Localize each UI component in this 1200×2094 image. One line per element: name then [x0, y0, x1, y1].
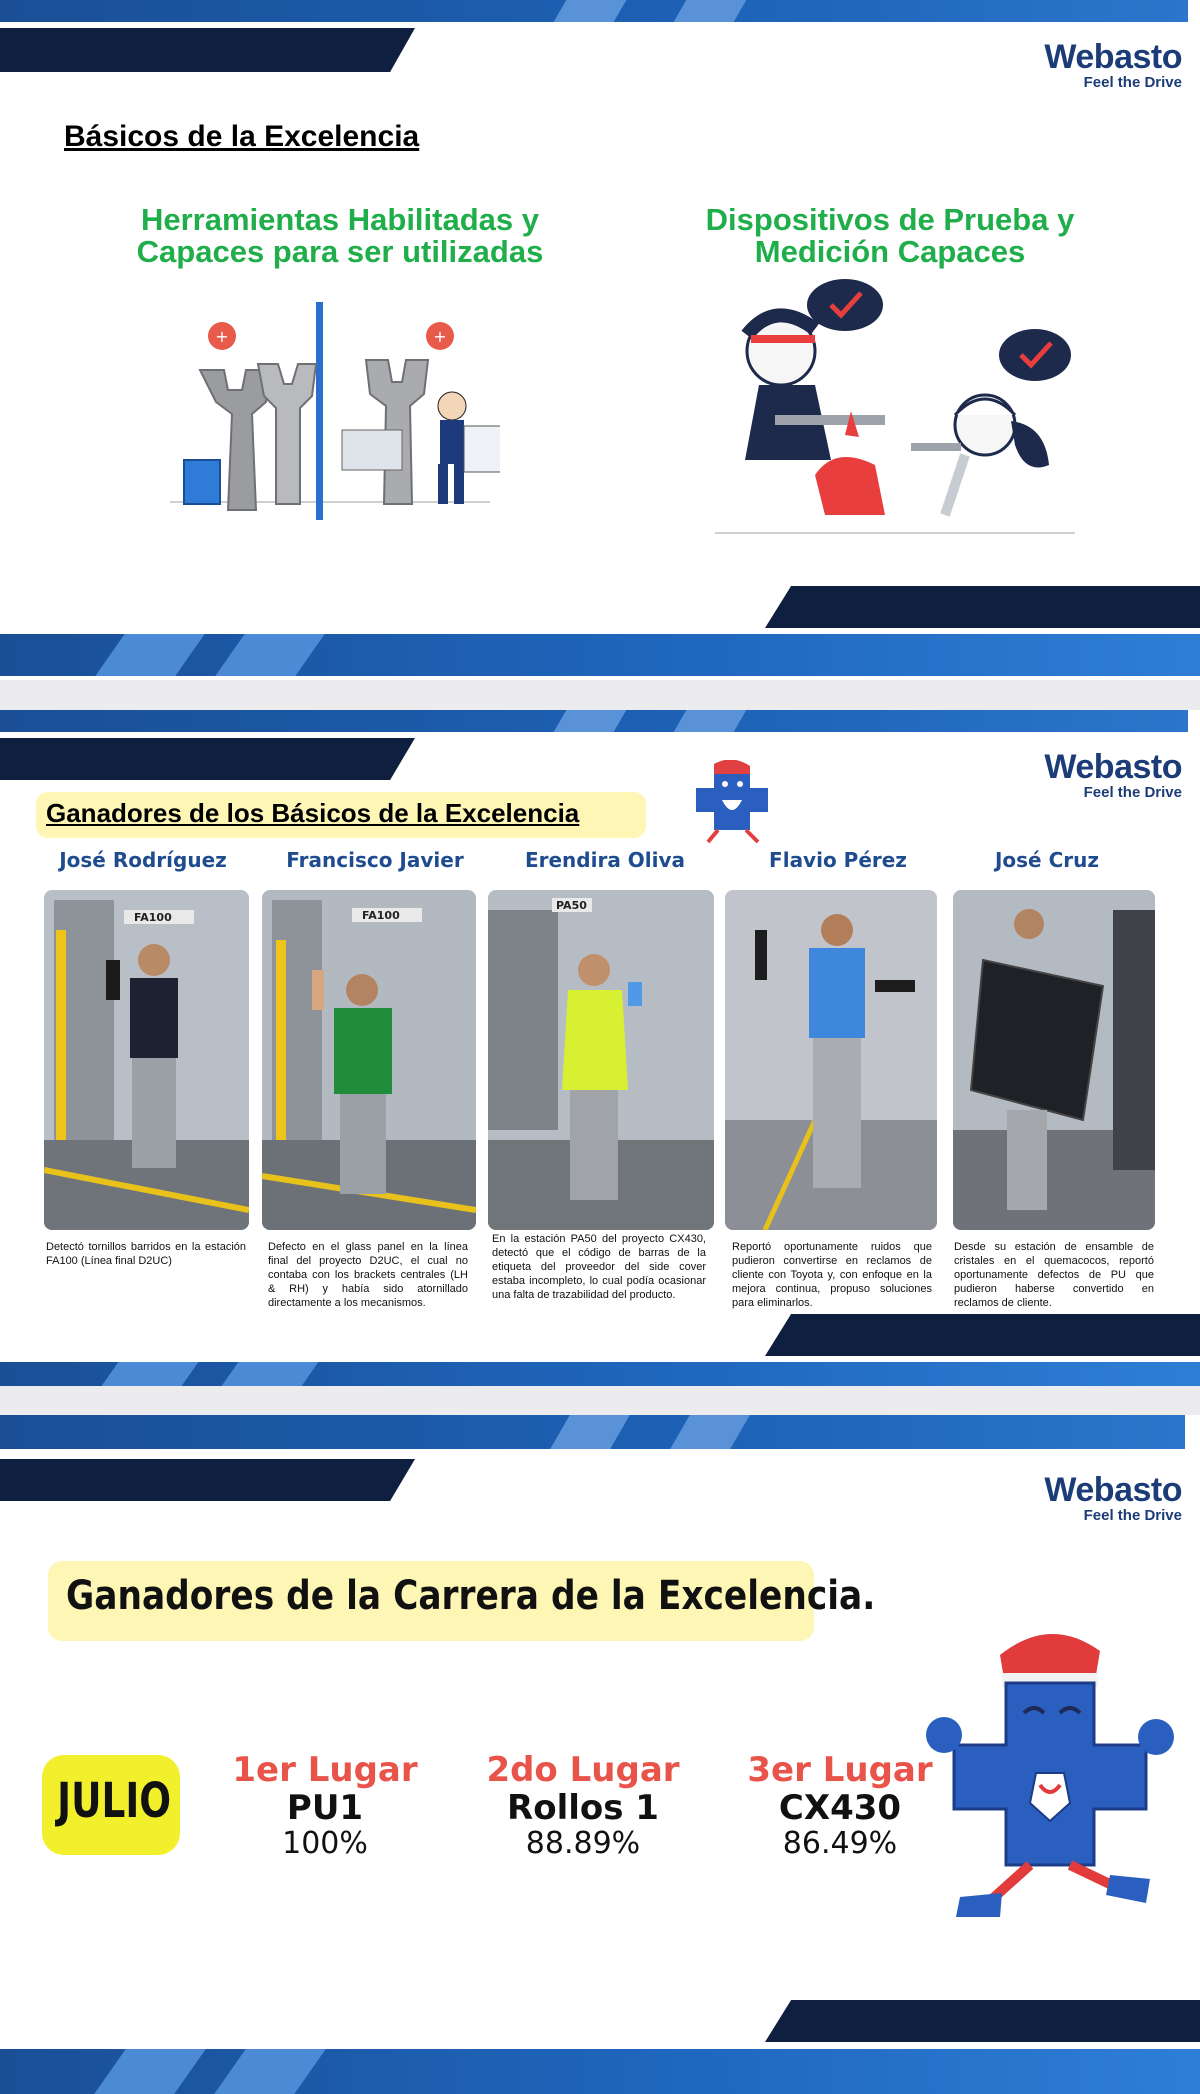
team-score: 88.89%: [525, 1826, 641, 1861]
place-label: 1er Lugar: [232, 1750, 418, 1790]
webasto-logo: Webasto Feel the Drive: [1044, 1471, 1182, 1524]
mascot-runner-icon: [920, 1625, 1180, 1925]
slide-carrera: [0, 1415, 1200, 2094]
winner-photo: [44, 890, 249, 1230]
winner-photo: [725, 890, 937, 1230]
webasto-logo: Webasto Feel the Drive: [1044, 748, 1182, 801]
second-place: [468, 1750, 698, 1862]
winner-name: Erendira Oliva: [524, 848, 686, 872]
first-place: [210, 1750, 440, 1862]
slide-title: Básicos de la Excelencia: [64, 120, 420, 153]
top-blue-bar: [0, 0, 1188, 22]
svg-text:+: +: [215, 327, 229, 346]
blue-footer-bar: [0, 634, 1200, 676]
winner-photo: [262, 890, 476, 1230]
devices-heading: Dispositivos de Prueba y Medición Capaces: [705, 202, 1075, 269]
winner-description: Reportó oportunamente ruidos que pudieron convertirse en reclamos de cliente con Toyota y, con enfoque en la mejora continua, propuso soluciones para eliminarlos.: [732, 1241, 932, 1309]
team-name: Rollos 1: [507, 1788, 659, 1828]
winner-description: Desde su estación de ensamble de cristales en el quemacocos, reportó oportunamente defectos de PU que pudieron haberse convertido en reclamos de cliente.: [954, 1241, 1154, 1309]
winner-photo: [953, 890, 1155, 1230]
svg-text:+: +: [433, 327, 447, 346]
month-label: JULIO: [57, 1773, 172, 1829]
blue-footer-bar: [0, 2049, 1200, 2094]
winner-name: José Rodríguez: [59, 848, 227, 872]
navy-footer-band: [765, 1314, 1200, 1356]
navy-header-band: [0, 738, 415, 780]
webasto-logo: Webasto Feel the Drive: [1044, 38, 1182, 91]
team-score: 100%: [282, 1826, 368, 1861]
blue-footer-bar: [0, 1362, 1200, 1386]
station-label: FA100: [134, 911, 172, 924]
team-name: CX430: [778, 1788, 902, 1828]
winner-photo: [488, 890, 714, 1230]
slide-basicos: [0, 0, 1200, 680]
place-label: 2do Lugar: [486, 1750, 680, 1790]
measuring-devices-illustration: [715, 275, 1085, 535]
top-blue-bar: [0, 1415, 1185, 1449]
navy-footer-band: [765, 586, 1200, 628]
winner-name: Flavio Pérez: [769, 848, 907, 872]
tools-heading: Herramientas Habilitadas y Capaces para ser utilizadas: [136, 202, 544, 269]
team-name: PU1: [286, 1788, 364, 1828]
slide-title: Ganadores de la Carrera de la Excelencia.: [66, 1573, 876, 1619]
navy-footer-band: [765, 2000, 1200, 2042]
slide-title: Ganadores de los Básicos de la Excelencia: [46, 798, 580, 828]
winner-description: En la estación PA50 del proyecto CX430, detectó que el código de barras de la etiqueta del proveedor del side cover estaba incompleto, lo cual podía ocasionar una falta de trazabilidad del producto.: [492, 1233, 706, 1301]
winner-name: Francisco Javier: [286, 848, 464, 872]
team-score: 86.49%: [782, 1826, 898, 1861]
navy-header-band: [0, 1459, 415, 1501]
slide-ganadores-basicos: [0, 710, 1200, 1386]
winner-description: Defecto en el glass panel en la línea final del proyecto D2UC, el cual no contaba con los brackets centrales (LH & RH) y había sido atornillado directamente a los mecanismos.: [268, 1241, 468, 1309]
top-blue-bar: [0, 710, 1188, 732]
winner-name: José Cruz: [994, 848, 1100, 872]
station-label: PA50: [556, 899, 587, 912]
winner-description: Detectó tornillos barridos en la estación FA100 (Línea final D2UC): [46, 1241, 246, 1267]
mascot-icon: [690, 760, 774, 844]
navy-header-band: [0, 28, 415, 72]
station-label: FA100: [362, 909, 400, 922]
wrenches-illustration: [170, 290, 500, 540]
place-label: 3er Lugar: [747, 1750, 933, 1790]
